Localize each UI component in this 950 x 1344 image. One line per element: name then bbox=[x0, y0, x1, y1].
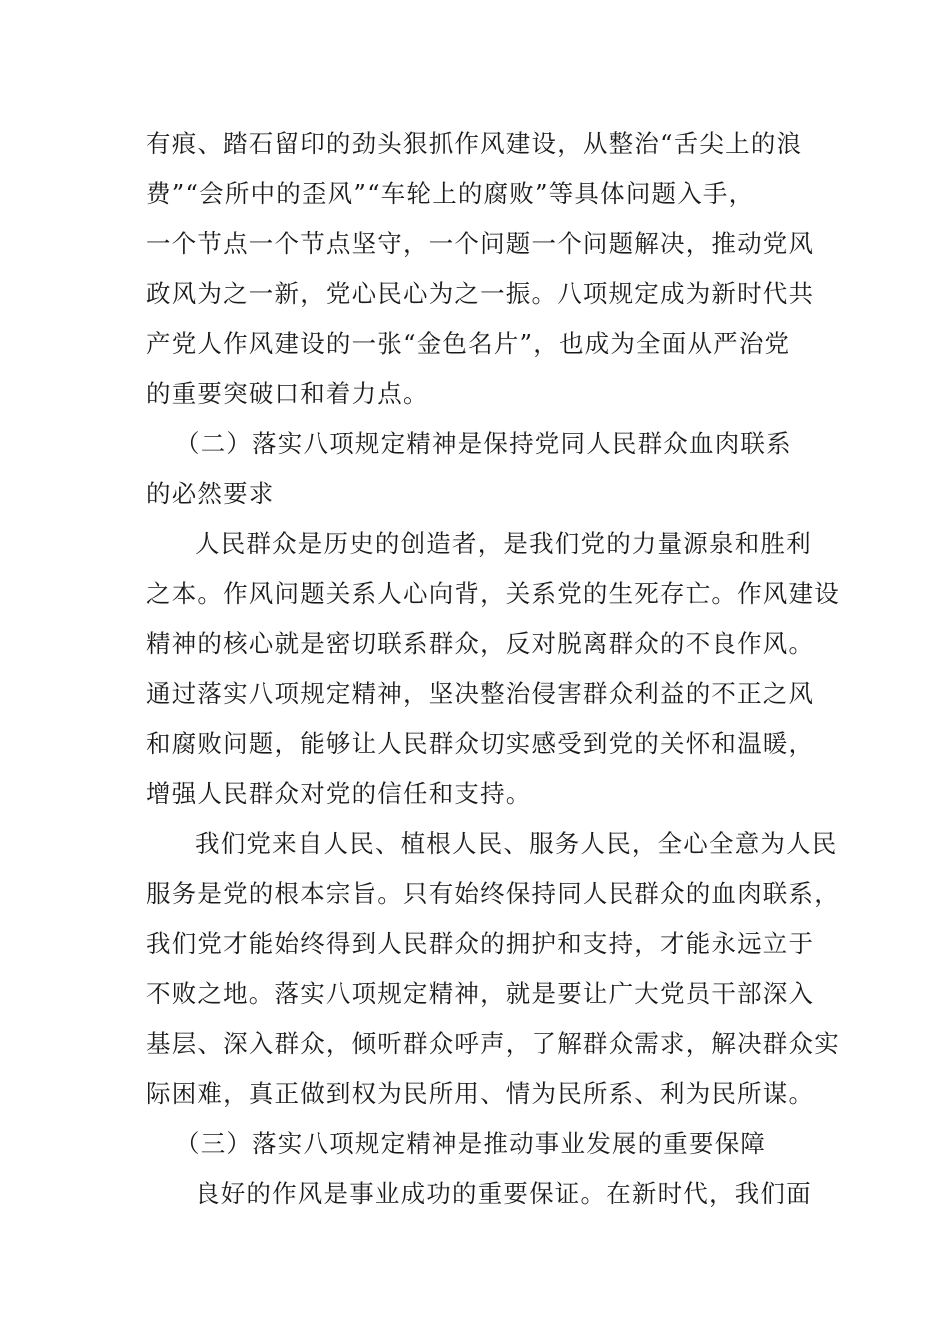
paragraph-line: 服务是党的根本宗旨。只有始终保持同人民群众的血肉联系， bbox=[146, 879, 840, 908]
paragraph-line: 不败之地。落实八项规定精神，就是要让广大党员干部深入 bbox=[146, 979, 815, 1008]
paragraph-line: 产党人作风建设的一张“金色名片”，也成为全面从严治党 bbox=[146, 329, 791, 358]
paragraph-line: 基层、深入群众，倾听群众呼声，了解群众需求，解决群众实 bbox=[146, 1029, 840, 1058]
paragraph-line: 我们党来自人民、植根人民、服务人民，全心全意为人民 bbox=[195, 829, 838, 858]
section-heading-3: （三）落实八项规定精神是推动事业发展的重要保障 bbox=[175, 1129, 767, 1158]
paragraph-line: 人民群众是历史的创造者，是我们党的力量源泉和胜利 bbox=[195, 529, 812, 558]
paragraph-line: 之本。作风问题关系人心向背，关系党的生死存亡。作风建设 bbox=[146, 579, 840, 608]
paragraph-line: 精神的核心就是密切联系群众，反对脱离群众的不良作风。 bbox=[146, 629, 815, 658]
paragraph-line: 的重要突破口和着力点。 bbox=[146, 379, 429, 408]
paragraph-line: 通过落实八项规定精神，坚决整治侵害群众利益的不正之风 bbox=[146, 679, 815, 708]
paragraph-line: 费”“会所中的歪风”“车轮上的腐败”等具体问题入手， bbox=[146, 179, 755, 208]
paragraph-line: 增强人民群众对党的信任和支持。 bbox=[146, 779, 532, 808]
paragraph-line: 和腐败问题，能够让人民群众切实感受到党的关怀和温暖， bbox=[146, 729, 815, 758]
paragraph-line: 际困难，真正做到权为民所用、情为民所系、利为民所谋。 bbox=[146, 1079, 815, 1108]
paragraph-line: 我们党才能始终得到人民群众的拥护和支持，才能永远立于 bbox=[146, 929, 815, 958]
paragraph-line: 政风为之一新，党心民心为之一振。八项规定成为新时代共 bbox=[146, 279, 815, 308]
paragraph-line: 有痕、踏石留印的劲头狠抓作风建设，从整治“舌尖上的浪 bbox=[146, 129, 803, 158]
section-heading-2-continued: 的必然要求 bbox=[146, 479, 275, 508]
paragraph-line: 一个节点一个节点坚守，一个问题一个问题解决，推动党风 bbox=[146, 229, 815, 258]
section-heading-2: （二）落实八项规定精神是保持党同人民群众血肉联系 bbox=[175, 429, 792, 458]
paragraph-line: 良好的作风是事业成功的重要保证。在新时代，我们面 bbox=[195, 1179, 812, 1208]
